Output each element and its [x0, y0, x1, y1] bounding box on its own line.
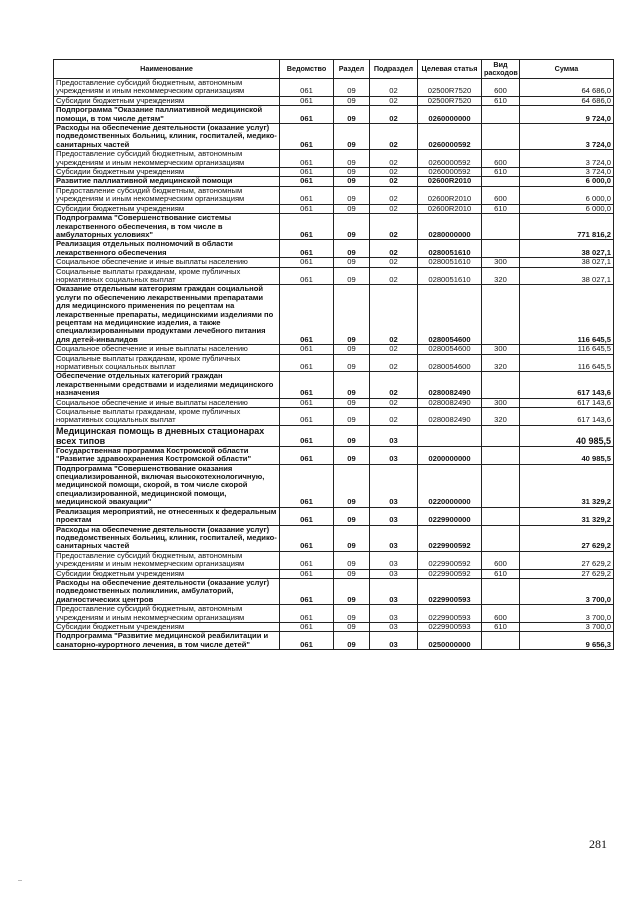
cell-name: Субсидии бюджетным учреждениям	[54, 622, 280, 631]
cell-vid	[482, 578, 520, 604]
cell-vid	[482, 124, 520, 150]
cell-vid: 610	[482, 622, 520, 631]
cell-ved: 061	[280, 464, 334, 507]
cell-summa: 116 645,5	[520, 285, 614, 345]
cell-podrazdel: 02	[370, 267, 418, 285]
cell-podrazdel: 03	[370, 525, 418, 551]
cell-ved: 061	[280, 578, 334, 604]
cell-podrazdel: 02	[370, 168, 418, 177]
cell-name: Субсидии бюджетным учреждениям	[54, 96, 280, 105]
cell-name: Оказание отдельным категориям граждан социальной услуги по обеспечению лекарственными препаратами для медицинского применения по рецептам на лекарственные препараты, медицинскими изделиями по рецептам на медицинские изделия, а также специализированными продуктами лечебного питания для детей-инвалидов	[54, 285, 280, 345]
cell-razdel: 09	[334, 204, 370, 213]
cell-summa: 38 027,1	[520, 240, 614, 258]
cell-podrazdel: 02	[370, 79, 418, 97]
cell-razdel: 09	[334, 345, 370, 354]
table-row	[54, 408, 614, 426]
cell-vid: 320	[482, 408, 520, 426]
cell-celevaya: 0229900592	[418, 525, 482, 551]
header-razdel: Раздел	[334, 60, 370, 79]
cell-celevaya: 02600R2010	[418, 204, 482, 213]
cell-vid: 610	[482, 168, 520, 177]
cell-celevaya: 0280051610	[418, 258, 482, 267]
cell-razdel: 09	[334, 551, 370, 569]
cell-podrazdel: 02	[370, 345, 418, 354]
cell-podrazdel: 03	[370, 551, 418, 569]
table-row	[54, 632, 614, 650]
cell-ved: 061	[280, 569, 334, 578]
cell-razdel: 09	[334, 622, 370, 631]
cell-vid	[482, 632, 520, 650]
cell-name: Расходы на обеспечение деятельности (оказание услуг) подведомственных поликлиник, амбулаторий, диагностических центров	[54, 578, 280, 604]
cell-ved: 061	[280, 345, 334, 354]
cell-podrazdel: 03	[370, 446, 418, 464]
cell-podrazdel: 03	[370, 425, 418, 446]
cell-celevaya: 0220000000	[418, 464, 482, 507]
cell-razdel: 09	[334, 177, 370, 186]
cell-summa: 6 000,0	[520, 186, 614, 204]
cell-podrazdel: 03	[370, 507, 418, 525]
cell-celevaya: 0229900593	[418, 622, 482, 631]
cell-summa: 3 700,0	[520, 578, 614, 604]
cell-summa: 3 724,0	[520, 124, 614, 150]
cell-summa: 38 027,1	[520, 267, 614, 285]
cell-ved: 061	[280, 214, 334, 240]
cell-razdel: 09	[334, 168, 370, 177]
cell-vid	[482, 425, 520, 446]
table-body	[54, 79, 614, 650]
cell-celevaya: 0260000592	[418, 124, 482, 150]
cell-name: Реализация отдельных полномочий в области лекарственного обеспечения	[54, 240, 280, 258]
cell-celevaya: 0280051610	[418, 267, 482, 285]
table-row	[54, 345, 614, 354]
cell-podrazdel: 03	[370, 464, 418, 507]
header-summa: Сумма	[520, 60, 614, 79]
table-row	[54, 605, 614, 623]
cell-podrazdel: 03	[370, 569, 418, 578]
cell-name: Развитие паллиативной медицинской помощи	[54, 177, 280, 186]
cell-name: Подпрограмма "Оказание паллиативной медицинской помощи, в том числе детям"	[54, 106, 280, 124]
cell-name: Социальные выплаты гражданам, кроме публичных нормативных социальных выплат	[54, 408, 280, 426]
table-row	[54, 578, 614, 604]
cell-vid: 300	[482, 258, 520, 267]
cell-celevaya: 02600R2010	[418, 177, 482, 186]
cell-ved: 061	[280, 258, 334, 267]
cell-celevaya: 02500R7520	[418, 96, 482, 105]
cell-ved: 061	[280, 408, 334, 426]
cell-ved: 061	[280, 285, 334, 345]
cell-name: Подпрограмма "Совершенствование оказания специализированной, включая высокотехнологичную, медицинской помощи, скорой, в том числе скорой специализированной, медицинской помощи, медицинской эвакуации"	[54, 464, 280, 507]
cell-razdel: 09	[334, 186, 370, 204]
table-row	[54, 106, 614, 124]
cell-podrazdel: 03	[370, 605, 418, 623]
cell-ved: 061	[280, 507, 334, 525]
cell-podrazdel: 02	[370, 408, 418, 426]
cell-name: Расходы на обеспечение деятельности (оказание услуг) подведомственных больниц, клиник, госпиталей, медико-санитарных частей	[54, 124, 280, 150]
cell-ved: 061	[280, 398, 334, 407]
cell-vid: 600	[482, 551, 520, 569]
header-ved: Ведомство	[280, 60, 334, 79]
cell-name: Субсидии бюджетным учреждениям	[54, 569, 280, 578]
cell-celevaya: 0280054600	[418, 354, 482, 372]
cell-vid	[482, 525, 520, 551]
header-vid: Вид расходов	[482, 60, 520, 79]
cell-summa: 6 000,0	[520, 177, 614, 186]
cell-celevaya: 0280000000	[418, 214, 482, 240]
cell-summa: 3 724,0	[520, 150, 614, 168]
cell-summa: 617 143,6	[520, 372, 614, 398]
table-row	[54, 285, 614, 345]
cell-summa: 771 816,2	[520, 214, 614, 240]
table-row	[54, 446, 614, 464]
table-row	[54, 551, 614, 569]
table-header-row	[54, 60, 614, 79]
cell-vid	[482, 372, 520, 398]
cell-razdel: 09	[334, 425, 370, 446]
table-row	[54, 425, 614, 446]
cell-vid	[482, 177, 520, 186]
cell-summa: 64 686,0	[520, 79, 614, 97]
cell-celevaya	[418, 425, 482, 446]
cell-summa: 617 143,6	[520, 408, 614, 426]
cell-podrazdel: 02	[370, 285, 418, 345]
cell-vid: 320	[482, 267, 520, 285]
header-celevaya: Целевая статья	[418, 60, 482, 79]
table-row	[54, 464, 614, 507]
cell-celevaya: 0280082490	[418, 398, 482, 407]
cell-ved: 061	[280, 605, 334, 623]
cell-ved: 061	[280, 150, 334, 168]
cell-celevaya: 0280082490	[418, 408, 482, 426]
cell-razdel: 09	[334, 605, 370, 623]
cell-razdel: 09	[334, 258, 370, 267]
cell-podrazdel: 02	[370, 372, 418, 398]
cell-name: Медицинская помощь в дневных стационарах всех типов	[54, 425, 280, 446]
cell-podrazdel: 03	[370, 622, 418, 631]
cell-razdel: 09	[334, 106, 370, 124]
table-row	[54, 267, 614, 285]
cell-vid: 610	[482, 96, 520, 105]
cell-summa: 3 700,0	[520, 622, 614, 631]
cell-podrazdel: 02	[370, 398, 418, 407]
cell-celevaya: 0280051610	[418, 240, 482, 258]
table-row	[54, 372, 614, 398]
cell-vid	[482, 464, 520, 507]
cell-vid: 320	[482, 354, 520, 372]
table-row	[54, 354, 614, 372]
table-row	[54, 240, 614, 258]
cell-name: Социальное обеспечение и иные выплаты населению	[54, 398, 280, 407]
cell-summa: 40 985,5	[520, 446, 614, 464]
cell-razdel: 09	[334, 464, 370, 507]
cell-razdel: 09	[334, 372, 370, 398]
cell-summa: 40 985,5	[520, 425, 614, 446]
cell-ved: 061	[280, 204, 334, 213]
cell-podrazdel: 02	[370, 240, 418, 258]
table-row	[54, 507, 614, 525]
cell-razdel: 09	[334, 214, 370, 240]
cell-summa: 64 686,0	[520, 96, 614, 105]
cell-ved: 061	[280, 622, 334, 631]
cell-ved: 061	[280, 240, 334, 258]
cell-podrazdel: 02	[370, 186, 418, 204]
cell-name: Государственная программа Костромской области "Развитие здравоохранения Костромской области"	[54, 446, 280, 464]
cell-summa: 3 700,0	[520, 605, 614, 623]
cell-ved: 061	[280, 168, 334, 177]
cell-summa: 116 645,5	[520, 354, 614, 372]
cell-ved: 061	[280, 446, 334, 464]
table-row	[54, 214, 614, 240]
cell-vid	[482, 507, 520, 525]
cell-name: Субсидии бюджетным учреждениям	[54, 168, 280, 177]
cell-ved: 061	[280, 106, 334, 124]
cell-podrazdel: 03	[370, 632, 418, 650]
cell-name: Предоставление субсидий бюджетным, автономным учреждениям и иным некоммерческим организациям	[54, 605, 280, 623]
cell-podrazdel: 02	[370, 177, 418, 186]
cell-name: Предоставление субсидий бюджетным, автономным учреждениям и иным некоммерческим организациям	[54, 551, 280, 569]
cell-razdel: 09	[334, 507, 370, 525]
cell-vid: 600	[482, 186, 520, 204]
cell-razdel: 09	[334, 354, 370, 372]
cell-razdel: 09	[334, 569, 370, 578]
cell-celevaya: 0229900592	[418, 569, 482, 578]
cell-vid: 600	[482, 605, 520, 623]
table-row	[54, 79, 614, 97]
cell-razdel: 09	[334, 150, 370, 168]
cell-ved: 061	[280, 425, 334, 446]
cell-podrazdel: 02	[370, 150, 418, 168]
cell-summa: 617 143,6	[520, 398, 614, 407]
cell-razdel: 09	[334, 267, 370, 285]
table-row	[54, 177, 614, 186]
cell-name: Подпрограмма "Развитие медицинской реабилитации и санаторно-курортного лечения, в том числе детей"	[54, 632, 280, 650]
cell-ved: 061	[280, 525, 334, 551]
scan-mark	[18, 880, 22, 881]
cell-ved: 061	[280, 124, 334, 150]
cell-vid	[482, 106, 520, 124]
cell-name: Реализация мероприятий, не отнесенных к федеральным проектам	[54, 507, 280, 525]
cell-podrazdel: 02	[370, 124, 418, 150]
cell-podrazdel: 03	[370, 578, 418, 604]
cell-celevaya: 0200000000	[418, 446, 482, 464]
cell-razdel: 09	[334, 525, 370, 551]
cell-razdel: 09	[334, 632, 370, 650]
cell-razdel: 09	[334, 285, 370, 345]
cell-razdel: 09	[334, 408, 370, 426]
cell-name: Предоставление субсидий бюджетным, автономным учреждениям и иным некоммерческим организациям	[54, 186, 280, 204]
cell-ved: 061	[280, 79, 334, 97]
cell-summa: 9 724,0	[520, 106, 614, 124]
cell-vid: 600	[482, 79, 520, 97]
cell-summa: 3 724,0	[520, 168, 614, 177]
cell-vid	[482, 240, 520, 258]
cell-razdel: 09	[334, 96, 370, 105]
cell-razdel: 09	[334, 578, 370, 604]
cell-vid	[482, 285, 520, 345]
cell-celevaya: 0280082490	[418, 372, 482, 398]
cell-razdel: 09	[334, 79, 370, 97]
cell-vid: 300	[482, 345, 520, 354]
cell-podrazdel: 02	[370, 204, 418, 213]
cell-vid: 300	[482, 398, 520, 407]
cell-razdel: 09	[334, 446, 370, 464]
cell-vid	[482, 214, 520, 240]
cell-celevaya: 0280054600	[418, 285, 482, 345]
cell-ved: 061	[280, 632, 334, 650]
cell-podrazdel: 02	[370, 258, 418, 267]
cell-summa: 31 329,2	[520, 464, 614, 507]
cell-vid: 600	[482, 150, 520, 168]
header-name: Наименование	[54, 60, 280, 79]
cell-summa: 9 656,3	[520, 632, 614, 650]
cell-podrazdel: 02	[370, 354, 418, 372]
header-podrazdel: Подраздел	[370, 60, 418, 79]
cell-name: Предоставление субсидий бюджетным, автономным учреждениям и иным некоммерческим организациям	[54, 150, 280, 168]
cell-celevaya: 0229900593	[418, 578, 482, 604]
cell-name: Подпрограмма "Совершенствование системы лекарственного обеспечения, в том числе в амбулаторных условиях"	[54, 214, 280, 240]
cell-ved: 061	[280, 177, 334, 186]
cell-celevaya: 0260000592	[418, 168, 482, 177]
cell-summa: 27 629,2	[520, 551, 614, 569]
cell-ved: 061	[280, 551, 334, 569]
page-number: 281	[589, 837, 607, 851]
cell-name: Расходы на обеспечение деятельности (оказание услуг) подведомственных больниц, клиник, госпиталей, медико-санитарных частей	[54, 525, 280, 551]
cell-name: Социальное обеспечение и иные выплаты населению	[54, 258, 280, 267]
cell-vid: 610	[482, 204, 520, 213]
table-row	[54, 186, 614, 204]
cell-summa: 116 645,5	[520, 345, 614, 354]
cell-podrazdel: 02	[370, 106, 418, 124]
cell-celevaya: 0229900593	[418, 605, 482, 623]
cell-celevaya: 0260000000	[418, 106, 482, 124]
cell-name: Субсидии бюджетным учреждениям	[54, 204, 280, 213]
table-row	[54, 525, 614, 551]
cell-celevaya: 0229900000	[418, 507, 482, 525]
cell-name: Предоставление субсидий бюджетным, автономным учреждениям и иным некоммерческим организациям	[54, 79, 280, 97]
cell-ved: 061	[280, 96, 334, 105]
cell-podrazdel: 02	[370, 96, 418, 105]
cell-ved: 061	[280, 267, 334, 285]
cell-razdel: 09	[334, 398, 370, 407]
cell-celevaya: 0250000000	[418, 632, 482, 650]
cell-name: Обеспечение отдельных категорий граждан лекарственными средствами и изделиями медицинского назначения	[54, 372, 280, 398]
cell-celevaya: 02500R7520	[418, 79, 482, 97]
cell-razdel: 09	[334, 240, 370, 258]
cell-celevaya: 0280054600	[418, 345, 482, 354]
table-row	[54, 124, 614, 150]
cell-ved: 061	[280, 354, 334, 372]
cell-summa: 38 027,1	[520, 258, 614, 267]
table-row	[54, 150, 614, 168]
cell-celevaya: 0260000592	[418, 150, 482, 168]
cell-podrazdel: 02	[370, 214, 418, 240]
cell-ved: 061	[280, 372, 334, 398]
cell-name: Социальное обеспечение и иные выплаты населению	[54, 345, 280, 354]
cell-summa: 6 000,0	[520, 204, 614, 213]
cell-summa: 27 629,2	[520, 569, 614, 578]
cell-name: Социальные выплаты гражданам, кроме публичных нормативных социальных выплат	[54, 354, 280, 372]
cell-summa: 31 329,2	[520, 507, 614, 525]
cell-vid	[482, 446, 520, 464]
cell-ved: 061	[280, 186, 334, 204]
budget-table	[53, 59, 614, 650]
table-row	[54, 258, 614, 267]
cell-name: Социальные выплаты гражданам, кроме публичных нормативных социальных выплат	[54, 267, 280, 285]
cell-celevaya: 0229900592	[418, 551, 482, 569]
cell-vid: 610	[482, 569, 520, 578]
cell-razdel: 09	[334, 124, 370, 150]
cell-celevaya: 02600R2010	[418, 186, 482, 204]
cell-summa: 27 629,2	[520, 525, 614, 551]
